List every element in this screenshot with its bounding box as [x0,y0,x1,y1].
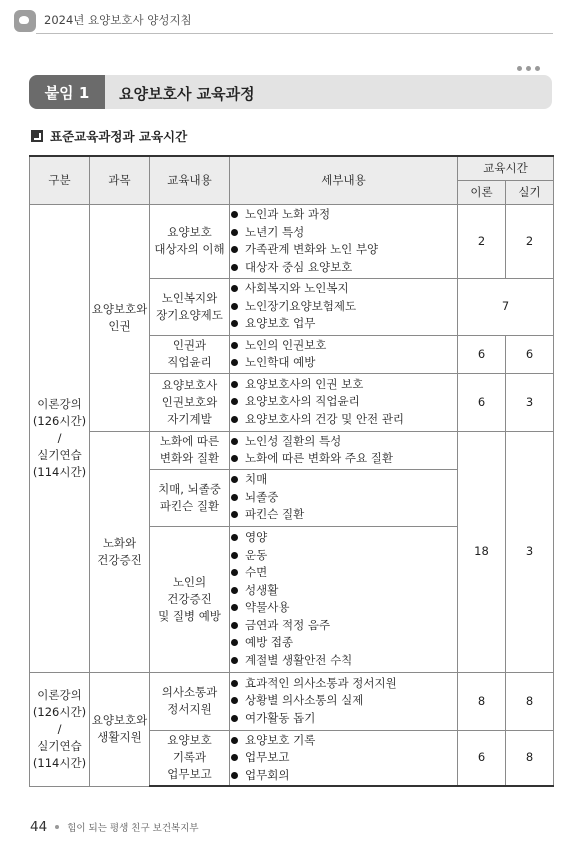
cell-text-line: 이론강의 [37,687,82,702]
table-row [30,204,554,278]
cell-text-line: 노인복지와 [161,290,218,305]
detail-item: 효과적인 의사소통과 정서지원 [230,675,457,693]
subject-cell [90,204,150,431]
cell-text-line: 직업윤리 [167,355,212,369]
cell-text-line: 노인의 [172,574,207,589]
details-cell [230,469,458,526]
details-cell [230,526,458,672]
detail-item: 파킨슨 질환 [230,506,457,524]
theory-hours: 6 [458,730,506,786]
detail-item: 예방 접종 [230,634,457,652]
detail-item: 대상자 중심 요양보호 [230,259,457,277]
theory-hours: 6 [458,373,506,431]
content-cell [150,373,230,431]
table-row [30,672,554,730]
page-footer [30,819,199,835]
cell-text-line: 파킨슨 질환 [159,498,220,513]
theory-hours: 8 [458,672,506,730]
header-hours: 교육시간 [458,156,554,180]
details-cell [230,204,458,278]
curriculum-table [29,155,554,787]
header-theory: 이론 [458,180,506,204]
page-header [0,0,567,40]
header-content: 교육내용 [150,156,230,204]
cell-text-line: (126시간) [32,704,87,719]
annex-title: 요양보호사 교육과정 [119,85,255,103]
detail-item: 업무보고 [230,749,457,767]
header-subject: 과목 [90,156,150,204]
content-cell [150,335,230,373]
cell-text-line: / [57,721,62,736]
cell-text-line: 요양보호와 [91,301,148,316]
table-row [30,431,554,469]
detail-item: 노인학대 예방 [230,354,457,372]
cell-text-line: 생활지원 [97,730,142,744]
detail-item: 수면 [230,564,457,582]
detail-item: 치매 [230,471,457,489]
cell-text-line: 이론강의 [37,396,82,411]
subject-cell [90,672,150,786]
header-divider [36,33,553,34]
details-cell [230,373,458,431]
detail-item: 운동 [230,547,457,565]
cell-text-line: 건강증진 [167,591,212,606]
cell-text-line: 인권보호와 [161,394,218,409]
detail-item: 요양보호 업무 [230,315,457,333]
cell-text-line: (126시간) [32,413,87,428]
cell-text-line: 기록과 [172,750,207,765]
practice-hours: 2 [506,204,554,278]
cell-text-line: 실기연습 [37,738,82,753]
header-category: 구분 [30,156,90,204]
detail-item: 노인과 노화 과정 [230,206,457,224]
cell-text-line: (114시간) [32,464,87,479]
detail-item: 노인성 질환의 특성 [230,433,457,451]
detail-item: 요양보호사의 인권 보호 [230,376,457,394]
annex-title-bar [105,75,552,109]
section-title: 표준교육과정과 교육시간 [50,129,188,144]
content-cell [150,672,230,730]
detail-item: 요양보호사의 건강 및 안전 관리 [230,411,457,429]
details-cell [230,335,458,373]
section-heading [31,128,187,144]
practice-hours: 8 [506,730,554,786]
theory-hours: 2 [458,204,506,278]
practice-hours: 6 [506,335,554,373]
detail-item: 성생활 [230,582,457,600]
cell-text-line: 노화에 따른 [159,434,220,448]
detail-item: 노인의 인권보호 [230,337,457,355]
subject-cell [90,431,150,672]
cell-text-line: 실기연습 [37,447,82,462]
cell-text-line: 의사소통과 [161,685,218,699]
detail-item: 노화에 따른 변화와 주요 질환 [230,450,457,468]
cell-text-line: 요양보호 [167,225,212,239]
content-cell [150,278,230,335]
details-cell [230,730,458,786]
cell-text-line: 대상자의 이해 [154,242,225,256]
detail-item: 여가활동 돕기 [230,710,457,728]
cell-text-line: 인권 [108,318,131,333]
theory-hours: 6 [458,335,506,373]
details-cell [230,672,458,730]
practice-hours: 8 [506,672,554,730]
cell-text-line: 요양보호와 [91,713,148,727]
detail-item: 금연과 적정 음주 [230,617,457,635]
cell-text-line: 자기계발 [167,411,212,426]
page-number: 44 [30,819,48,835]
detail-item: 가족관계 변화와 노인 부양 [230,241,457,259]
cell-text-line: 업무보고 [167,767,212,782]
category-cell [30,672,90,786]
cell-text-line: 및 질병 예방 [158,608,221,623]
category-cell [30,204,90,672]
cell-text-line: 치매, 뇌졸중 [158,481,221,496]
header-title: 2024년 요양보호사 양성지침 [44,13,192,27]
cell-text-line: 노화와 [102,535,137,550]
content-cell [150,204,230,278]
detail-item: 사회복지와 노인복지 [230,280,457,298]
cell-text-line: 요양보호사 [161,377,218,392]
content-cell [150,431,230,469]
theory-hours: 7 [458,278,554,335]
arrow-box-icon [31,130,43,142]
practice-hours: 3 [506,431,554,672]
details-cell [230,431,458,469]
cell-text-line: 정서지원 [167,702,212,716]
header-details: 세부내용 [230,156,458,204]
content-cell [150,526,230,672]
cell-text-line: 변화와 질환 [159,451,220,465]
detail-item: 노인장기요양보험제도 [230,298,457,316]
detail-item: 뇌졸중 [230,489,457,507]
detail-item: 업무회의 [230,767,457,785]
cell-text-line: 건강증진 [97,552,142,567]
cell-text-line: / [57,430,62,445]
decorative-dots-icon [517,66,540,71]
cell-text-line: 장기요양제도 [156,307,223,322]
content-cell [150,469,230,526]
detail-item: 노년기 특성 [230,224,457,242]
practice-hours: 3 [506,373,554,431]
detail-item: 요양보호 기록 [230,732,457,750]
cell-text-line: (114시간) [32,755,87,770]
annex-banner [29,75,552,109]
detail-item: 계절별 생활안전 수칙 [230,652,457,670]
annex-tag: 붙임 1 [29,75,105,109]
footer-text: 힘이 되는 평생 친구 보건복지부 [67,823,199,834]
dot-separator-icon [55,825,59,829]
logo-icon [14,10,36,32]
detail-item: 영양 [230,529,457,547]
detail-item: 요양보호사의 직업윤리 [230,393,457,411]
details-cell [230,278,458,335]
theory-hours: 18 [458,431,506,672]
cell-text-line: 요양보호 [167,733,212,748]
header-practice: 실기 [506,180,554,204]
content-cell [150,730,230,786]
cell-text-line: 인권과 [172,338,207,352]
detail-item: 약물사용 [230,599,457,617]
detail-item: 상황별 의사소통의 실제 [230,692,457,710]
